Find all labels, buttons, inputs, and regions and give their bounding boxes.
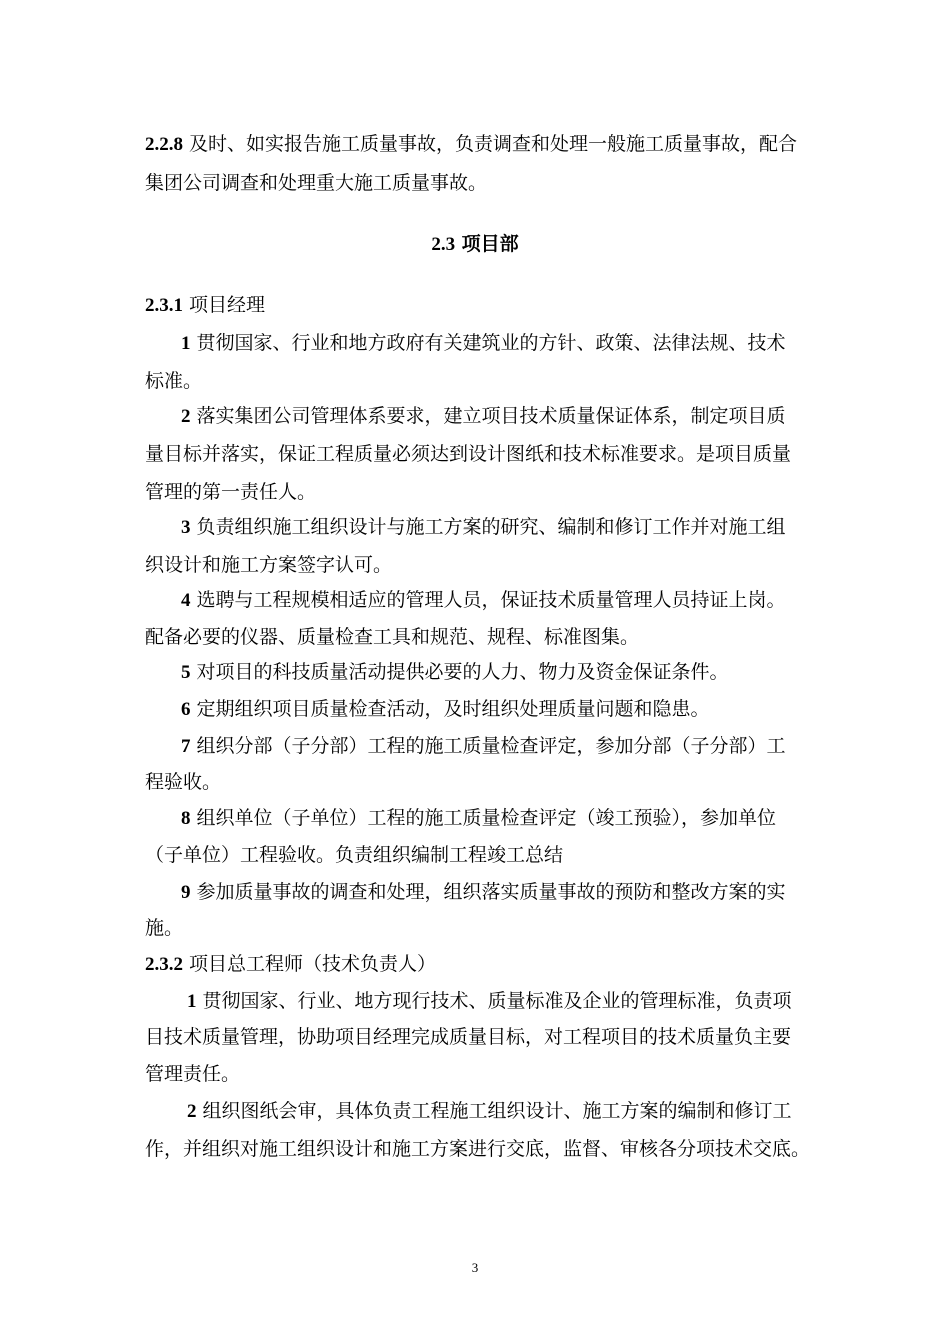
list-item-line <box>145 479 316 505</box>
item-number: 1 <box>181 333 191 354</box>
list-item-line <box>181 805 776 831</box>
list-item-line <box>145 769 221 795</box>
paragraph-2-2-8-line-1 <box>145 131 797 157</box>
paragraph-text: 及时、如实报告施工质量事故，负责调查和处理一般施工质量事故，配合 <box>183 133 798 155</box>
item-number: 9 <box>181 882 191 903</box>
list-item-line <box>145 368 202 394</box>
item-number: 6 <box>181 699 191 720</box>
paragraph-text: 集团公司调查和处理重大施工质量事故。 <box>145 172 488 194</box>
list-item-line <box>145 1136 810 1162</box>
page-number: 3 <box>471 1260 479 1275</box>
list-item-line <box>187 988 792 1014</box>
item-text: 对项目的科技质量活动提供必要的人力、物力及资金保证条件。 <box>190 661 729 683</box>
item-number: 1 <box>187 991 197 1012</box>
list-item-line <box>145 1061 240 1087</box>
item-text: 组织图纸会审，具体负责工程施工组织设计、施工方案的编制和修订工 <box>196 1100 792 1122</box>
item-number: 2 <box>181 406 191 427</box>
subsection-heading-2-3-1 <box>145 292 265 318</box>
item-text: 组织单位（子单位）工程的施工质量检查评定（竣工预验），参加单位 <box>190 807 777 829</box>
list-item-line <box>181 587 786 613</box>
item-text: 作，并组织对施工组织设计和施工方案进行交底，监督、审核各分项技术交底。 <box>145 1138 811 1160</box>
section-heading-2-3 <box>0 231 950 258</box>
item-number: 8 <box>181 808 191 829</box>
list-item-line <box>187 1098 792 1124</box>
item-text: 程验收。 <box>145 771 222 793</box>
list-item-line <box>145 441 791 467</box>
item-text: 定期组织项目质量检查活动，及时组织处理质量问题和隐患。 <box>190 698 710 720</box>
item-text: 施。 <box>145 917 184 939</box>
list-item-line <box>145 915 183 941</box>
item-text: 配备必要的仪器、质量检查工具和规范、规程、标准图集。 <box>145 626 640 648</box>
item-text: 落实集团公司管理体系要求，建立项目技术质量保证体系，制定项目质 <box>190 405 786 427</box>
list-item-line <box>145 624 639 650</box>
item-text: 标准。 <box>145 370 203 392</box>
item-number: 7 <box>181 736 191 757</box>
item-number: 5 <box>181 662 191 683</box>
item-number: 3 <box>181 517 191 538</box>
item-text: 织设计和施工方案签字认可。 <box>145 554 393 576</box>
item-text: 贯彻国家、行业和地方政府有关建筑业的方针、政策、法律法规、技术 <box>190 332 786 354</box>
item-text: 参加质量事故的调查和处理，组织落实质量事故的预防和整改方案的实 <box>190 881 786 903</box>
list-item-line <box>145 1024 791 1050</box>
paragraph-2-2-8-line-2 <box>145 170 487 196</box>
item-text: 量目标并落实，保证工程质量必须达到设计图纸和技术标准要求。是项目质量 <box>145 443 792 465</box>
subsection-title: 项目总工程师（技术负责人） <box>183 953 437 975</box>
item-text: 贯彻国家、行业、地方现行技术、质量标准及企业的管理标准，负责项 <box>196 990 792 1012</box>
item-text: 选聘与工程规模相适应的管理人员，保证技术质量管理人员持证上岗。 <box>190 589 786 611</box>
item-text: 负责组织施工组织设计与施工方案的研究、编制和修订工作并对施工组 <box>190 516 786 538</box>
list-item-line <box>145 552 392 578</box>
list-item-line <box>181 403 786 429</box>
section-title: 项目部 <box>455 233 519 255</box>
clause-number: 2.2.8 <box>145 134 183 155</box>
subsection-number: 2.3.2 <box>145 954 183 975</box>
list-item-line <box>145 842 563 868</box>
list-item-line <box>181 514 786 540</box>
item-number: 2 <box>187 1101 197 1122</box>
item-text: 目技术质量管理，协助项目经理完成质量目标，对工程项目的技术质量负主要 <box>145 1026 792 1048</box>
subsection-heading-2-3-2 <box>145 951 436 977</box>
list-item-line <box>181 659 729 685</box>
item-text: （子单位）工程验收。负责组织编制工程竣工总结 <box>145 844 564 866</box>
item-text: 管理的第一责任人。 <box>145 481 317 503</box>
section-number: 2.3 <box>431 234 456 255</box>
list-item-line <box>181 696 710 722</box>
item-number: 4 <box>181 590 191 611</box>
list-item-line <box>181 330 786 356</box>
item-text: 组织分部（子分部）工程的施工质量检查评定，参加分部（子分部）工 <box>190 735 786 757</box>
item-text: 管理责任。 <box>145 1063 241 1085</box>
subsection-title: 项目经理 <box>183 294 266 316</box>
subsection-number: 2.3.1 <box>145 295 183 316</box>
list-item-line <box>181 879 786 905</box>
list-item-line <box>181 733 786 759</box>
